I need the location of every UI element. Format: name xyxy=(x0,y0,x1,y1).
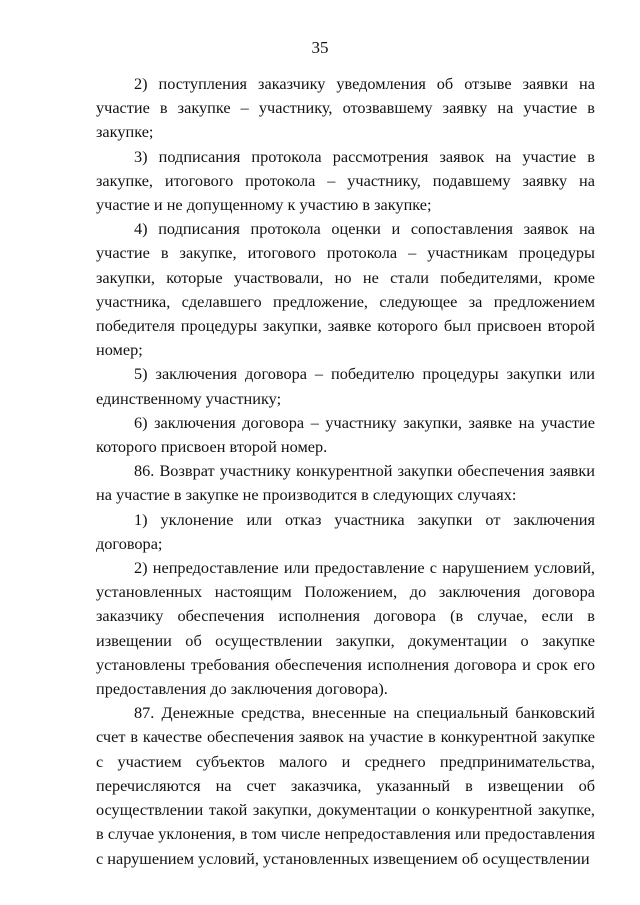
paragraph-clause-86: 86. Возврат участнику конкурентной закупки обеспечения заявки на участие в закупке не производится в следующих случаях: xyxy=(96,461,595,505)
paragraph-refund-case-3: 3) подписания протокола рассмотрения заявок на участие в закупке, итогового протокола – участнику, подавшему заявку на участие и не допущенному к участию в закупке; xyxy=(96,146,595,215)
paragraph-refund-case-6: 6) заключения договора – участнику закупки, заявке на участие которого присвоен второй номер. xyxy=(96,412,595,457)
paragraph-clause-87: 87. Денежные средства, внесенные на специальный банковский счет в качестве обеспечения заявок на участие в конкурентной закупке с участием субъектов малого и среднего предпринимательства, перечисляются на счет заказчика, указанный в извещении об осуществлении такой закупки, документации о конкурентной закупке, в случае уклонения, в том числе непредоставления или предоставления с нарушением условий, установленных извещением об осуществлении xyxy=(96,703,595,868)
paragraph-refund-case-2: 2) поступления заказчику уведомления об отзыве заявки на участие в закупке – участнику, отозвавшему заявку на участие в закупке; xyxy=(96,74,595,142)
paragraph-refund-case-4: 4) подписания протокола оценки и сопоставления заявок на участие в закупке, итогового протокола – участникам процедуры закупки, которые участвовали, но не стали победителями, кроме участника, сделавшего предложение, следующее за предложением победителя процедуры закупки, заявке которого был присвоен второй номер; xyxy=(96,219,595,360)
page-number: 35 xyxy=(311,38,329,57)
paragraph-refund-case-5: 5) заключения договора – победителю процедуры закупки или единственному участнику; xyxy=(96,364,595,408)
document-body xyxy=(96,72,595,871)
paragraph-clause-86-item-1: 1) уклонение или отказ участника закупки от заключения договора; xyxy=(96,509,595,553)
paragraph-clause-86-item-2: 2) непредоставление или предоставление с нарушением условий, установленных настоящим Положением, до заключения договора заказчику обеспечения исполнения договора (в случае, если в извещении об осуществлении закупки, документации о закупке установлены требования обеспечения исполнения договора и срок его предоставления до заключения договора). xyxy=(96,558,595,699)
